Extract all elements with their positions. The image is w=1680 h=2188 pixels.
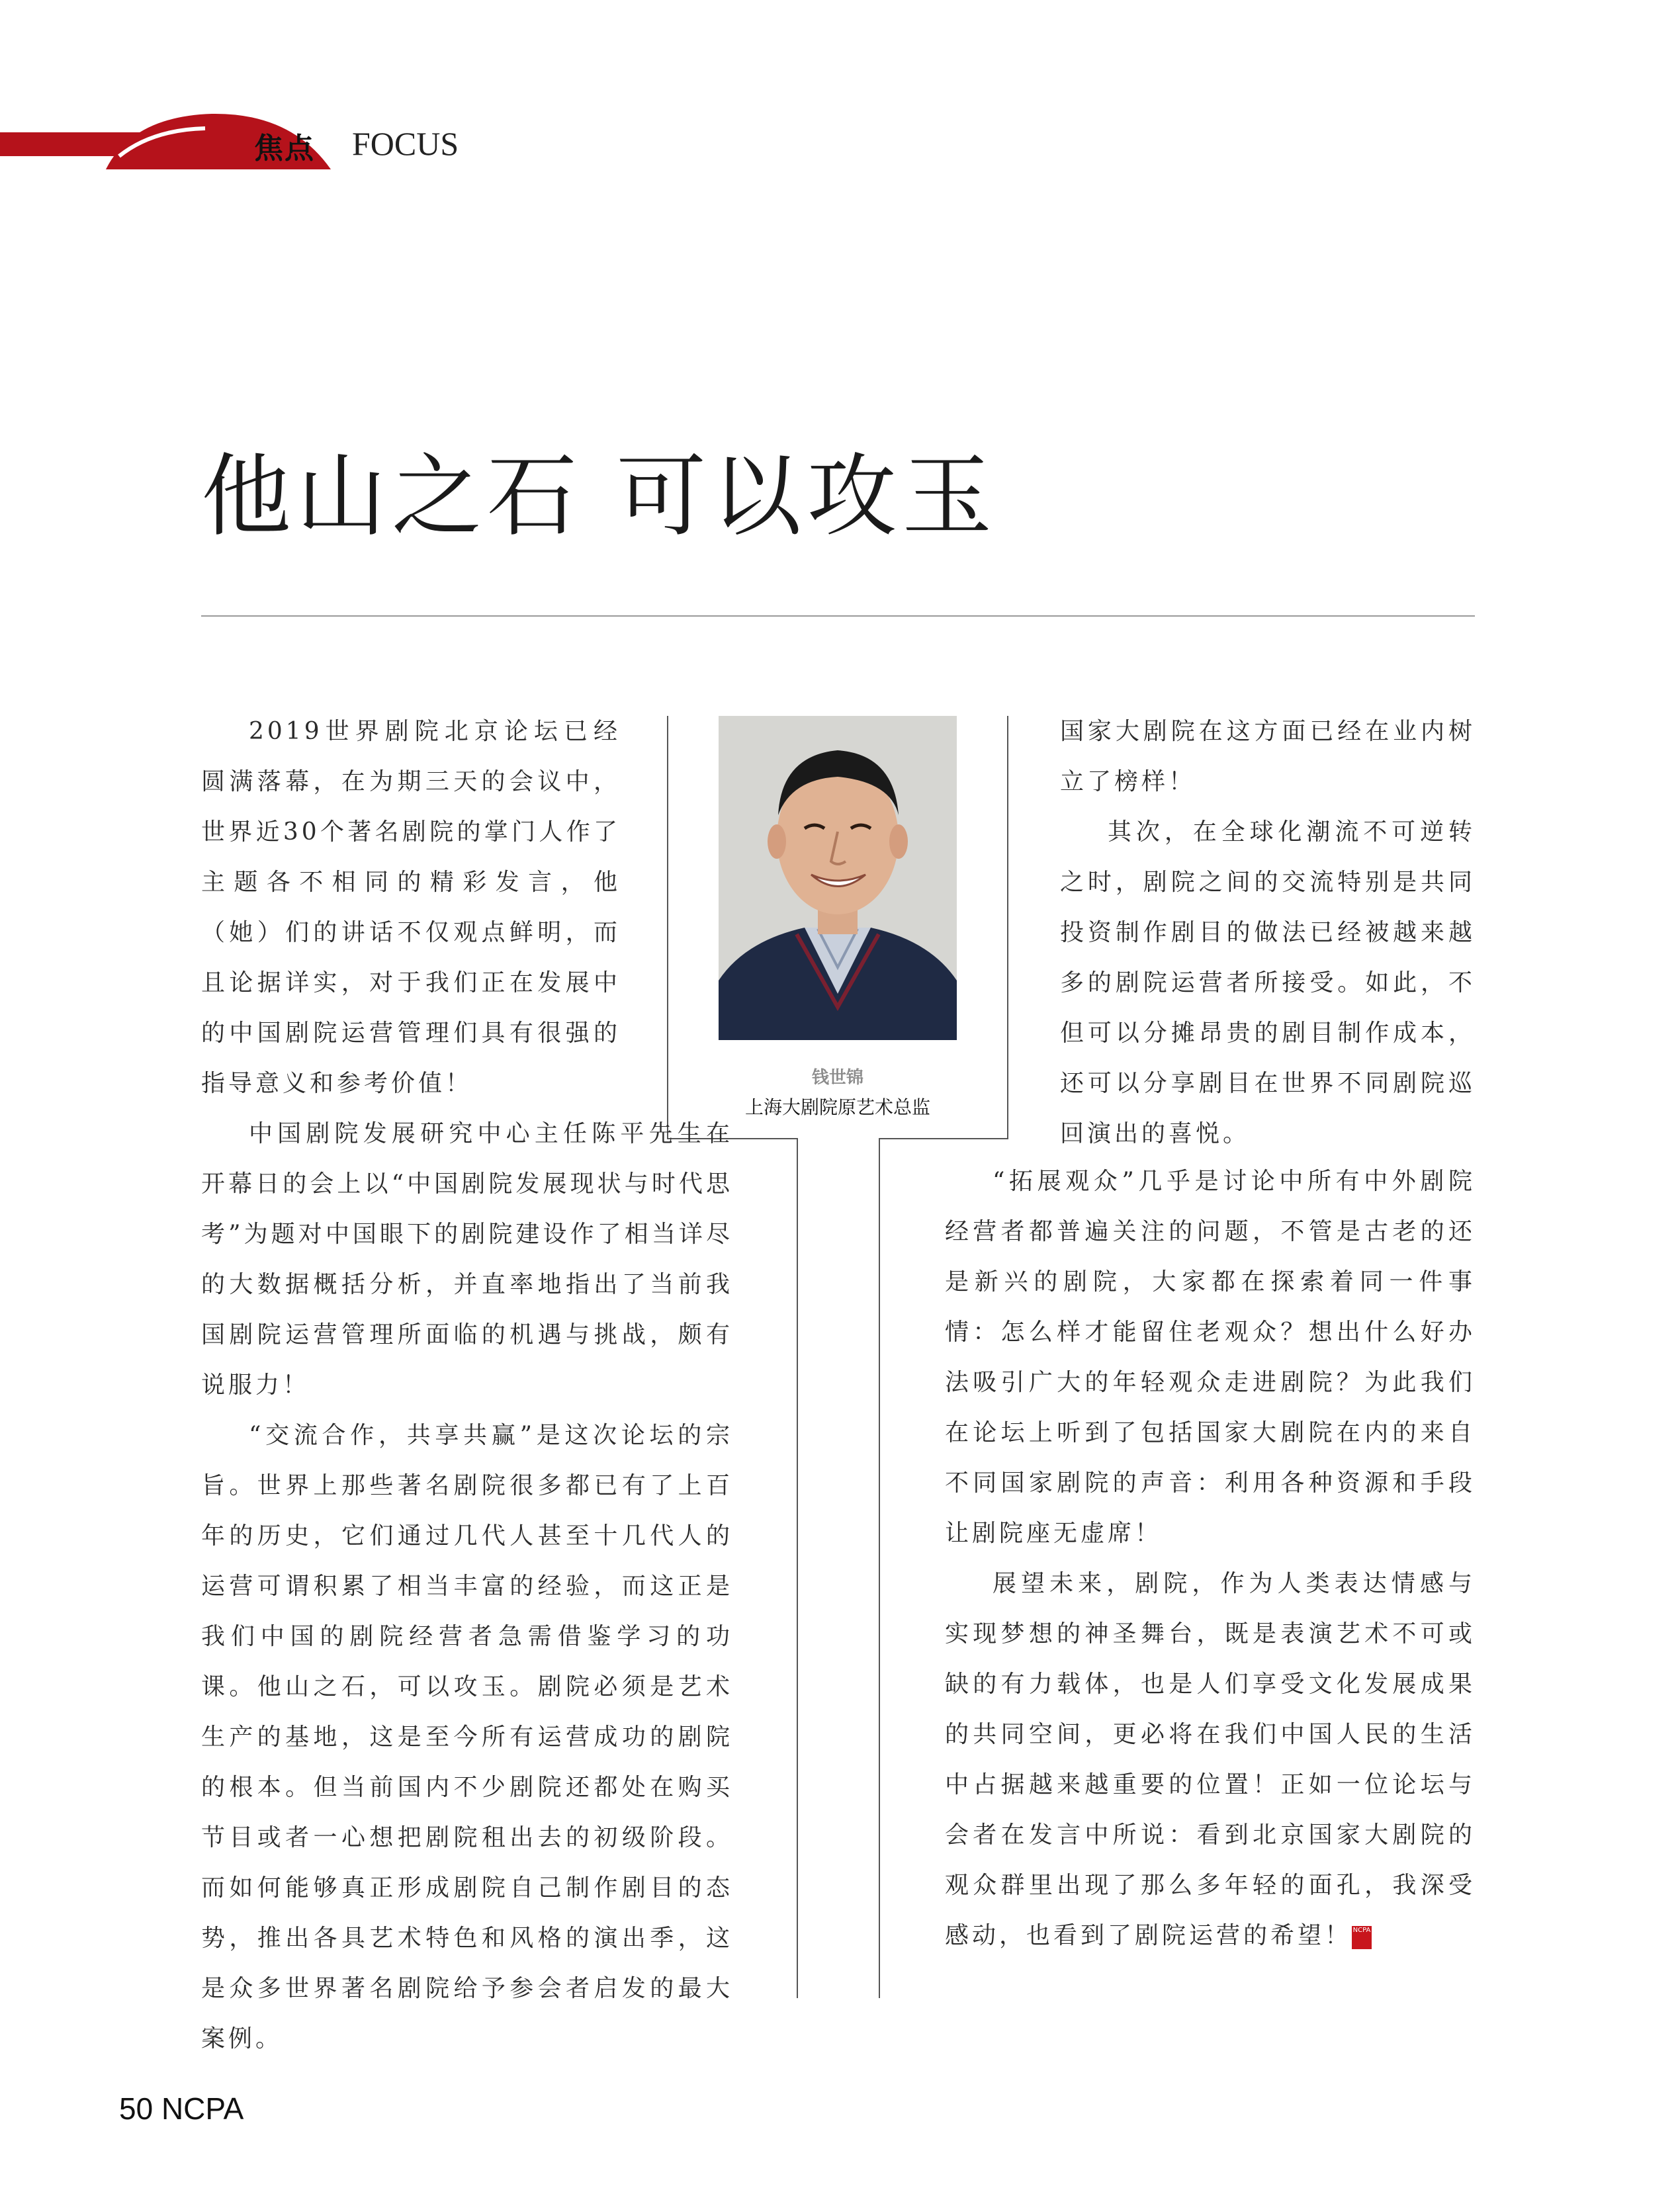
section-label-cn: 焦点 xyxy=(254,132,315,165)
article-title: 他山之石 可以攻玉 xyxy=(201,445,998,549)
photo-box-spacer xyxy=(621,707,733,1109)
page-footer xyxy=(119,2091,243,2126)
title-divider xyxy=(201,615,1475,617)
paragraph xyxy=(945,1559,1476,1961)
section-label-en: FOCUS xyxy=(352,125,459,162)
article-column-right-top xyxy=(1060,707,1476,1159)
column-rule-left xyxy=(797,1138,798,1998)
photo-caption-name: 钱世锦 xyxy=(811,1068,863,1088)
ncpa-end-mark-icon: NCPA xyxy=(1352,1926,1372,1949)
portrait-illustration xyxy=(719,716,957,1040)
portrait-photo xyxy=(719,716,957,1040)
paragraph: 其次，在全球化潮流不可逆转之时，剧院之间的交流特别是共同投资制作剧目的做法已经被越来越多的剧院运营者所接受。如此，不但可以分摊昂贵的剧目制作成本，还可以分享剧目在世界不同剧院巡回演出的喜悦。 xyxy=(1060,818,1476,1147)
paragraph: 中国剧院发展研究中心主任陈平先生在开幕日的会上以“中国剧院发展现状与时代思考”为题对中国眼下的剧院建设作了相当详尽的大数据概括分析，并直率地指出了当前我国剧院运营管理所面临的机遇与挑战，颇有说服力！ xyxy=(201,1120,733,1399)
paragraph: “拓展观众”几乎是讨论中所有中外剧院经营者都普遍关注的问题，不管是古老的还是新兴的剧院，大家都在探索着同一件事情：怎么样才能留住老观众？想出什么好办法吸引广大的年轻观众走进剧院？为此我们在论坛上听到了包括国家大剧院在内的来自不同国家剧院的声音：利用各种资源和手段让剧院座无虚席！ xyxy=(945,1168,1476,1547)
box-line-bottom-right xyxy=(879,1138,1008,1139)
column-rule-right xyxy=(879,1138,880,1998)
page-number: 50 xyxy=(119,2091,154,2126)
paragraph: “交流合作，共享共赢”是这次论坛的宗旨。世界上那些著名剧院很多都已有了上百年的历史，它们通过几代人甚至十几代人的运营可谓积累了相当丰富的经验，而这正是我们中国的剧院经营者急需借鉴学习的功课。他山之石，可以攻玉。剧院必须是艺术生产的基地，这是至今所有运营成功的剧院的根本。但当前国内不少剧院还都处在购买节目或者一心想把剧院租出去的初级阶段。而如何能够真正形成剧院自己制作剧目的态势，推出各具艺术特色和风格的演出季，这是众多世界著名剧院给予参会者启发的最大案例。 xyxy=(201,1422,733,2052)
paragraph: 国家大剧院在这方面已经在业内树立了榜样！ xyxy=(1060,718,1476,795)
magazine-name: NCPA xyxy=(161,2091,244,2126)
photo-caption-role: 上海大剧院原艺术总监 xyxy=(744,1096,930,1118)
article-column-right-bottom xyxy=(945,1157,1476,1961)
paragraph-text: 展望未来，剧院，作为人类表达情感与实现梦想的神圣舞台，既是表演艺术不可或缺的有力载体，也是人们享受文化发展成果的共同空间，更必将在我们中国人民的生活中占据越来越重要的位置！正如一位论坛与会者在发言中所说：看到北京国家大剧院的观众群里出现了那么多年轻的面孔，我深受感动，也看到了剧院运营的希望！ xyxy=(945,1570,1476,1949)
article-column-left xyxy=(201,707,733,2064)
box-line-right-top xyxy=(1007,716,1008,1139)
paragraph: 2019世界剧院北京论坛已经圆满落幕，在为期三天的会议中，世界近30个著名剧院的掌门人作了主题各不相同的精彩发言，他（她）们的讲话不仅观点鲜明，而且论据详实，对于我们正在发展中的中国剧院运营管理们具有很强的指导意义和参考价值！ xyxy=(201,718,621,1097)
